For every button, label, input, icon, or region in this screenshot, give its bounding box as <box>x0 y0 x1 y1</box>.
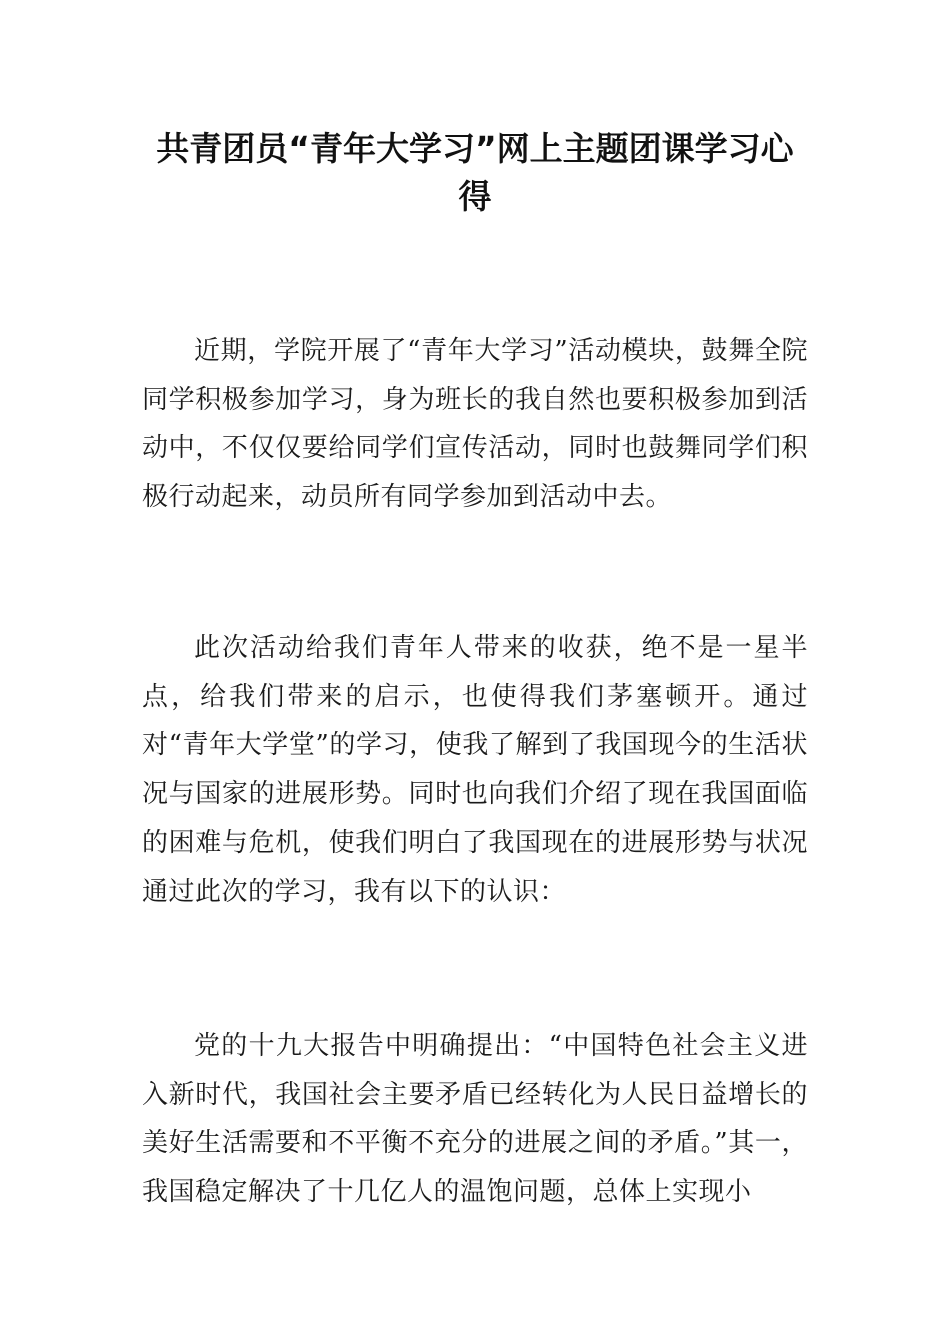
paragraph-3: 党的十九大报告中明确提出：“中国特色社会主义进入新时代，我国社会主要矛盾已经转化为人民日益增长的美好生活需要和不平衡不充分的进展之间的矛盾。”其一，我国稳定解决了十几亿人的温饱问题，总体上实现小 <box>142 1031 808 1208</box>
paragraph-2: 此次活动给我们青年人带来的收获，绝不是一星半点，给我们带来的启示，也使得我们茅塞顿开。通过对“青年大学堂”的学习，使我了解到了我国现今的生活状况与国家的进展形势。同时也向我们介绍了现在我国面临的困难与危机，使我们明白了我国现在的进展形势与状况通过此次的学习，我有以下的认识： <box>142 633 808 907</box>
document-title: 共青团员“青年大学习”网上主题团课学习心得 <box>156 129 794 216</box>
paragraph-1: 近期，学院开展了“青年大学习”活动模块，鼓舞全院同学积极参加学习，身为班长的我自然也要积极参加到活动中，不仅仅要给同学们宣传活动，同时也鼓舞同学们积极行动起来，动员所有同学参加到活动中去。 <box>142 336 808 513</box>
